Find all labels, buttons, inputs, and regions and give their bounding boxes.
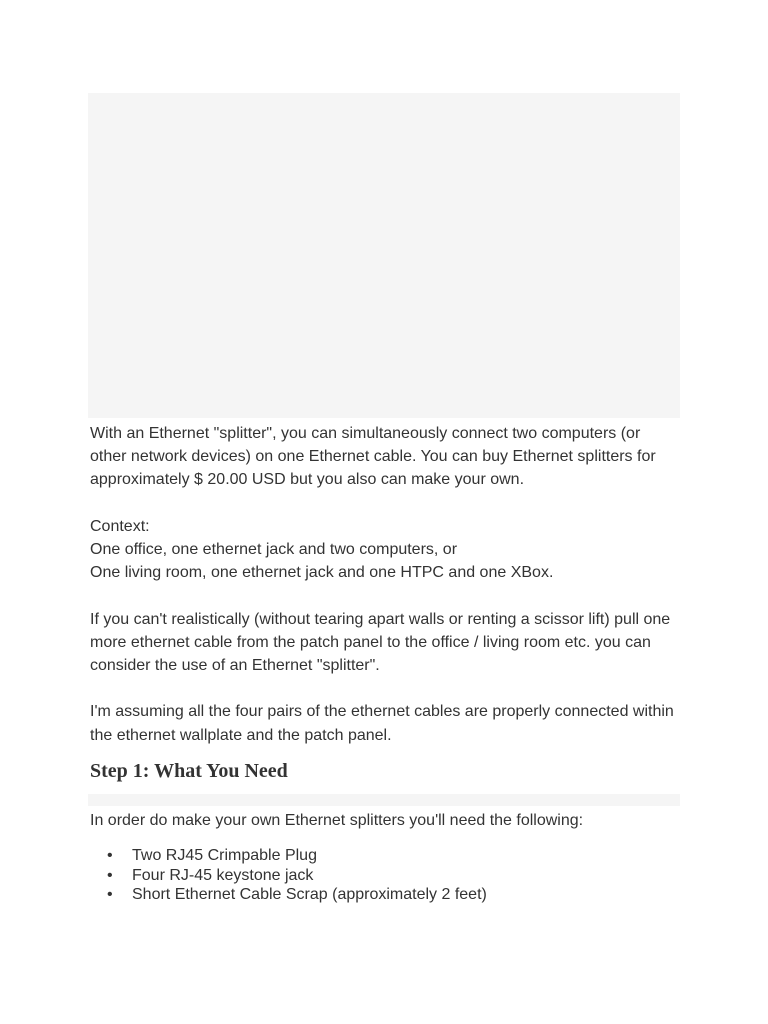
step-1-image	[88, 794, 680, 806]
context-heading: Context:	[90, 517, 150, 535]
bullet-icon: •	[107, 886, 113, 904]
list-item	[107, 846, 680, 866]
paragraph-scissor-lift: If you can't realistically (without tearing apart walls or renting a scissor lift) pull one more ethernet cable from the patch panel to the office / living room etc. you can consider the use of an Ethernet "splitter".	[90, 610, 671, 674]
article-intro	[90, 422, 680, 770]
intro-paragraph: With an Ethernet "splitter", you can simultaneously connect two computers (or other network devices) on one Ethernet cable. You can buy Ethernet splitters for approximately $ 20.00 USD but you also can make your own.	[90, 425, 656, 489]
step-1-intro: In order do make your own Ethernet splitters you'll need the following:	[90, 812, 584, 829]
bullet-icon: •	[107, 847, 113, 865]
step-1-title: Step 1: What You Need	[90, 760, 288, 782]
list-item-text: Short Ethernet Cable Scrap (approximately 2 feet)	[132, 886, 487, 904]
step-1-body	[90, 809, 680, 905]
context-line-living-room: One living room, one ethernet jack and one HTPC and one XBox.	[90, 564, 554, 582]
context-line-office: One office, one ethernet jack and two computers, or	[90, 541, 458, 558]
needs-list	[90, 846, 680, 905]
list-item-text: Two RJ45 Crimpable Plug	[132, 847, 317, 865]
list-item	[107, 885, 680, 905]
list-item-text: Four RJ-45 keystone jack	[132, 866, 314, 884]
hero-image	[88, 93, 680, 418]
list-item	[107, 866, 680, 886]
paragraph-assumption: I'm assuming all the four pairs of the ethernet cables are properly connected within the ethernet wallplate and the patch panel.	[90, 703, 674, 744]
bullet-icon: •	[107, 866, 113, 884]
